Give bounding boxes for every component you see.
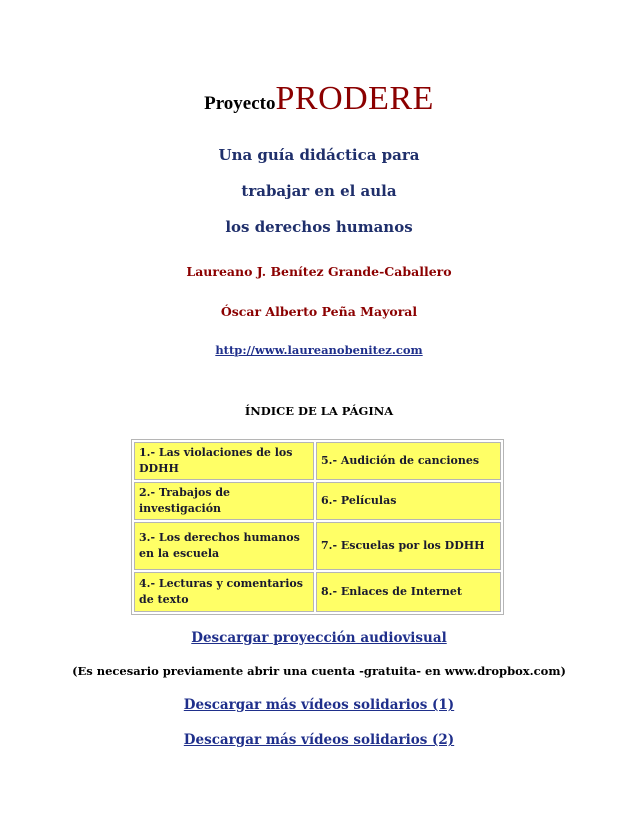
index-table — [131, 439, 504, 615]
website-link[interactable]: http://www.laureanobenitez.com — [215, 343, 423, 357]
dropbox-note: (Es necesario previamente abrir una cuenta -gratuita- en www.dropbox.com) — [72, 664, 566, 678]
download-videos-2-link[interactable]: Descargar más vídeos solidarios (2) — [183, 732, 455, 748]
table-row — [134, 482, 501, 520]
title-prefix: Proyecto — [204, 93, 276, 114]
subtitle-line-3: los derechos humanos — [225, 218, 413, 236]
index-item-4[interactable]: 4.- Lecturas y comentarios de texto — [134, 572, 314, 612]
table-row — [134, 522, 501, 570]
index-item-8[interactable]: 8.- Enlaces de Internet — [316, 572, 501, 612]
index-item-5[interactable]: 5.- Audición de canciones — [316, 442, 501, 480]
index-item-2[interactable]: 2.- Trabajos de investigación — [134, 482, 314, 520]
table-row — [134, 442, 501, 480]
title-main: PRODERE — [275, 80, 434, 117]
index-item-3[interactable]: 3.- Los derechos humanos en la escuela — [134, 522, 314, 570]
download-audiovisual-link[interactable]: Descargar proyección audiovisual — [191, 630, 447, 646]
index-heading: ÍNDICE DE LA PÁGINA — [244, 404, 394, 418]
author-1: Laureano J. Benítez Grande-Caballero — [186, 264, 452, 279]
subtitle-line-1: Una guía didáctica para — [218, 146, 420, 164]
author-2: Óscar Alberto Peña Mayoral — [220, 304, 418, 319]
project-title — [0, 80, 638, 118]
index-item-6[interactable]: 6.- Películas — [316, 482, 501, 520]
index-item-7[interactable]: 7.- Escuelas por los DDHH — [316, 522, 501, 570]
table-row — [134, 572, 501, 612]
download-videos-1-link[interactable]: Descargar más vídeos solidarios (1) — [183, 697, 455, 713]
subtitle-line-2: trabajar en el aula — [241, 182, 397, 200]
index-item-1[interactable]: 1.- Las violaciones de los DDHH — [134, 442, 314, 480]
